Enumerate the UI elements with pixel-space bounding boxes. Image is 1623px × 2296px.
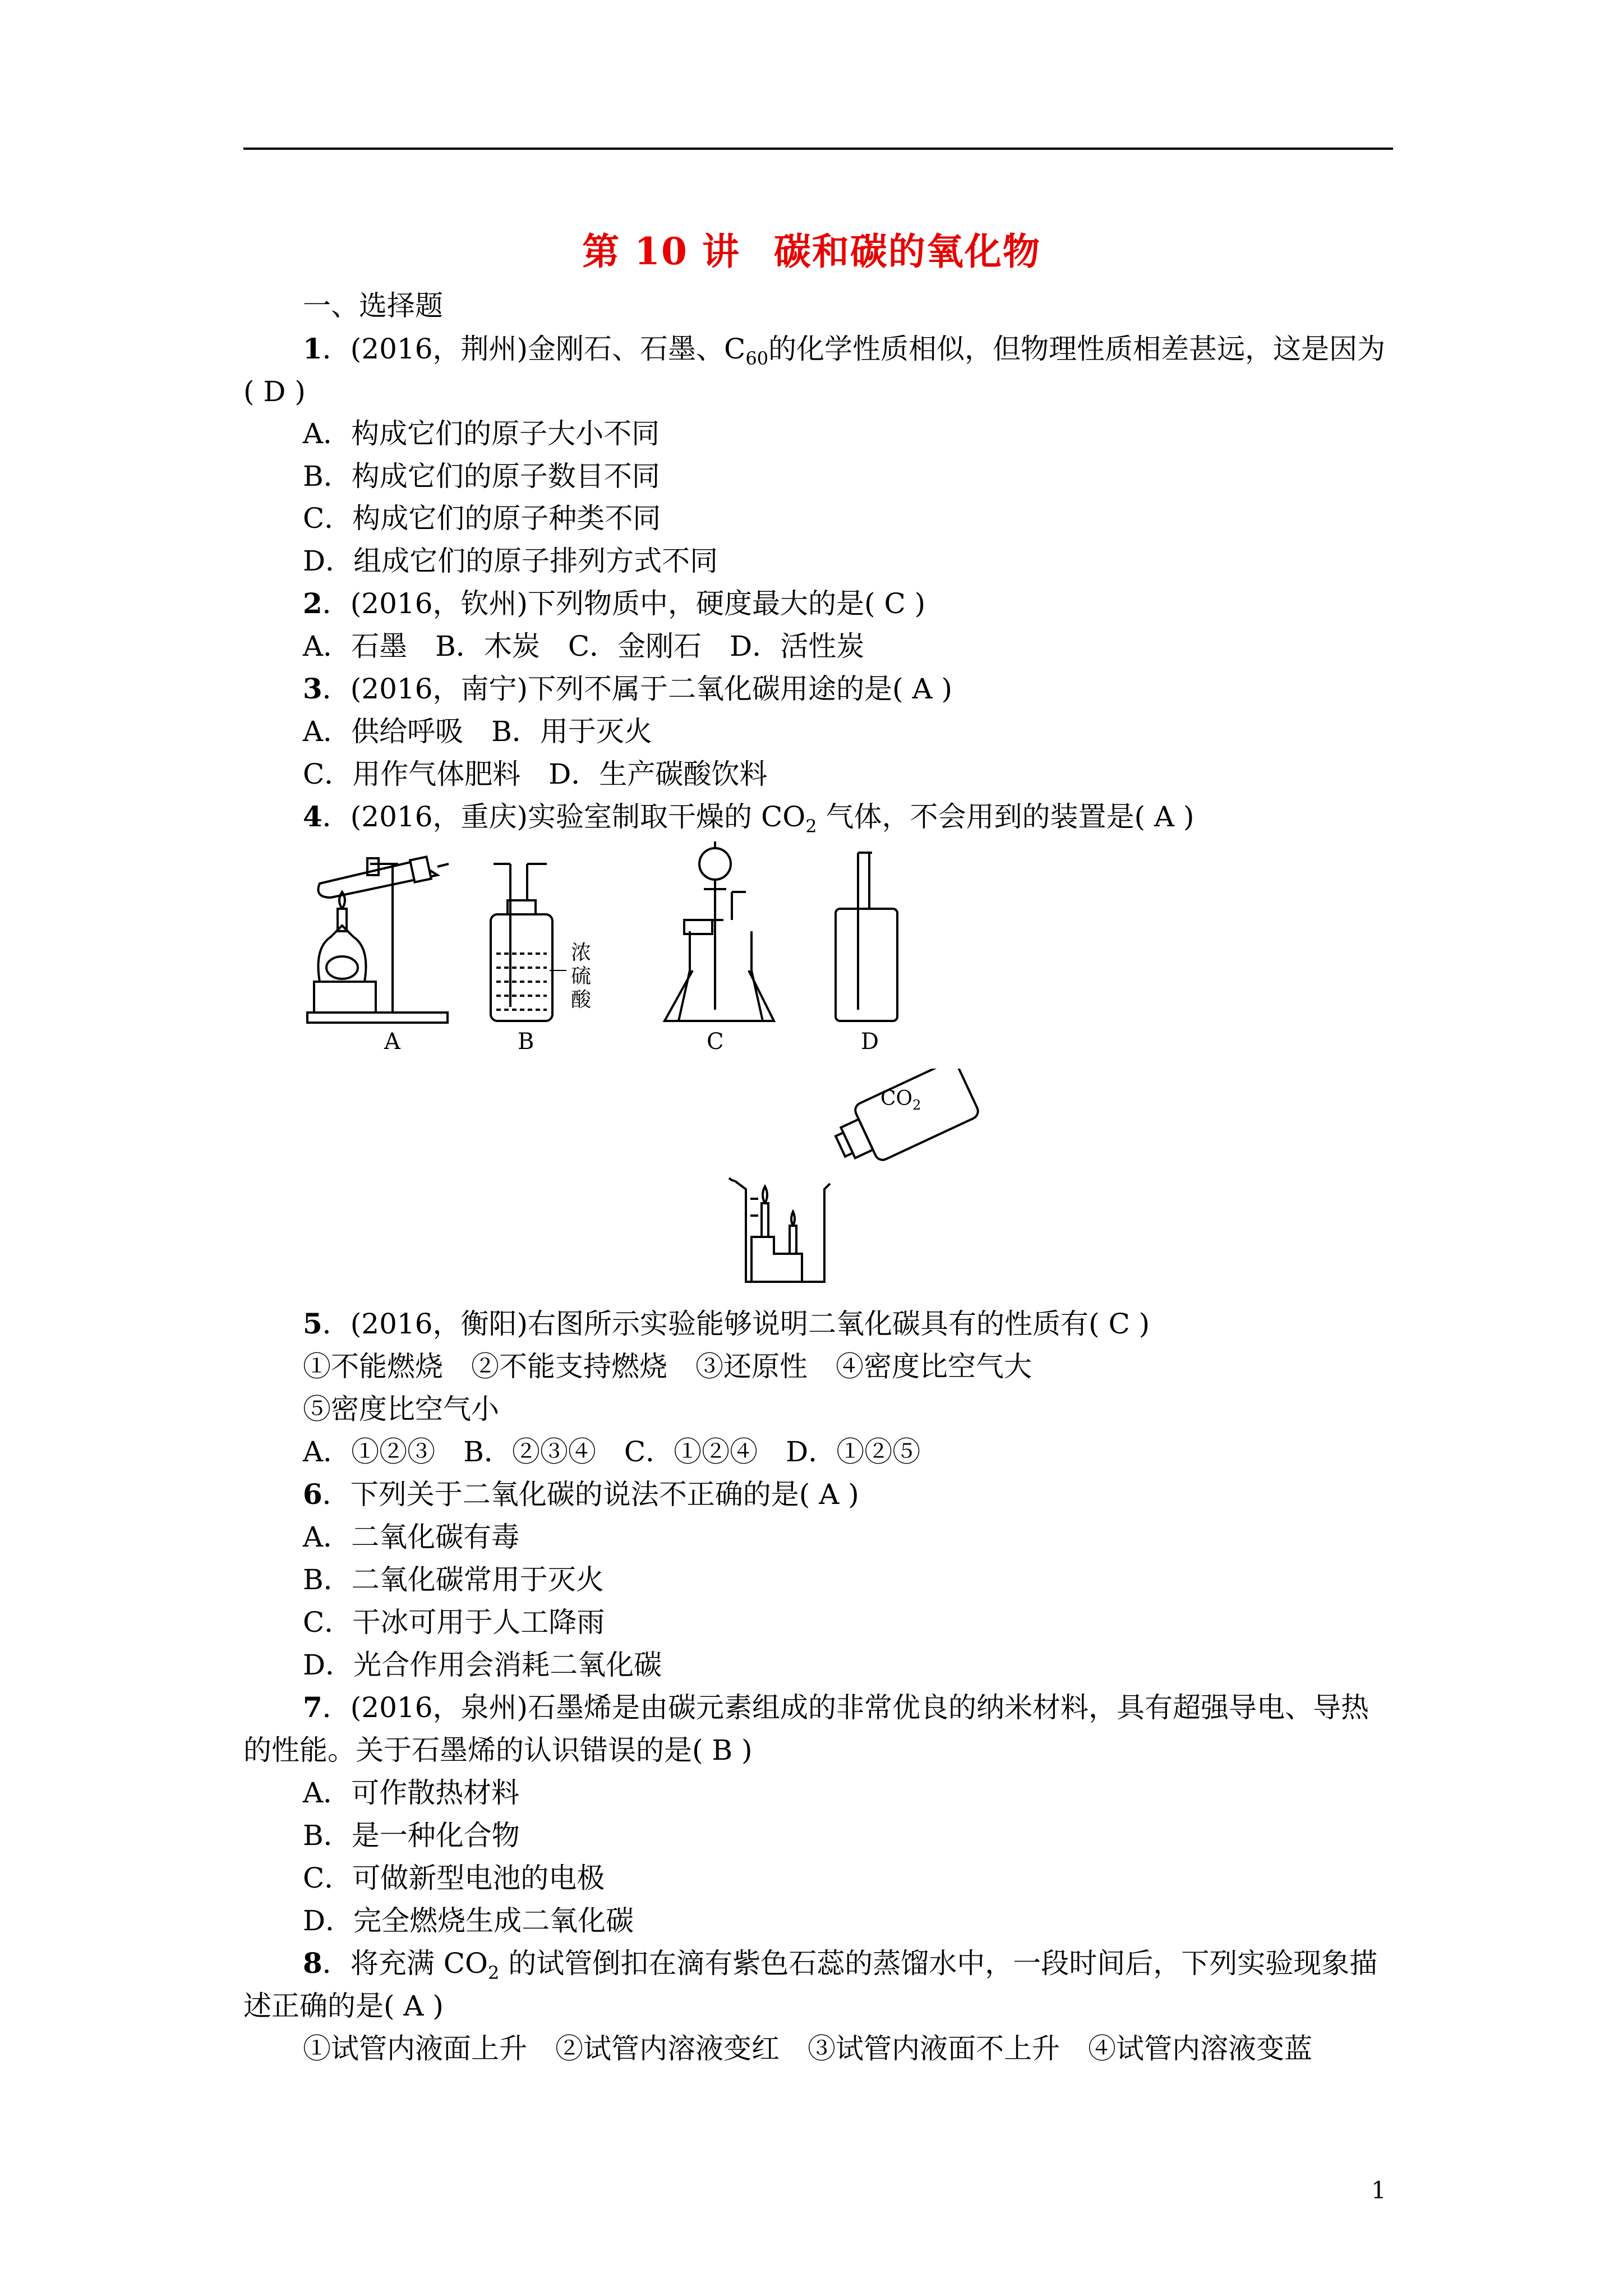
section-heading: 一、选择题 — [303, 289, 443, 322]
acid-label: 浓 — [571, 941, 592, 964]
apparatus-a — [307, 857, 449, 1023]
page-title: 第 10 讲 碳和碳的氧化物 — [582, 229, 1041, 273]
acid-label: 酸 — [571, 988, 592, 1011]
co2-bottle-label: $CO_2$ — [880, 1087, 921, 1113]
q3-options: C．用作气体肥料 D．生产碳酸饮料 — [303, 758, 768, 790]
q5-props: ①不能燃烧 ②不能支持燃烧 ③还原性 ④密度比空气大 — [303, 1350, 1032, 1383]
question-1-answer: ( D ) — [243, 375, 306, 408]
q6-option: A．二氧化碳有毒 — [303, 1521, 520, 1553]
apparatus-c — [665, 841, 774, 1021]
q1-option: B．构成它们的原子数目不同 — [303, 460, 660, 493]
apparatus-d — [836, 853, 897, 1021]
q6-option: C．干冰可用于人工降雨 — [303, 1606, 605, 1639]
q5-props: ⑤密度比空气小 — [303, 1393, 499, 1425]
apparatus-label-b: B — [518, 1029, 534, 1055]
q1-option: C．构成它们的原子种类不同 — [303, 502, 661, 535]
apparatus-label-d: D — [861, 1029, 879, 1055]
question-6: 6．下列关于二氧化碳的说法不正确的是( A ) — [303, 1478, 859, 1511]
apparatus-b — [491, 864, 566, 1021]
q7-option: D．完全燃烧生成二氧化碳 — [303, 1904, 634, 1937]
question-4: 4．(2016，重庆)实验室制取干燥的 $CO_2$ 气体，不会用到的装置是( A ) — [303, 800, 1195, 837]
apparatus-label-a: A — [384, 1029, 400, 1055]
q2-options: A．石墨 B．木炭 C．金刚石 D．活性炭 — [303, 630, 865, 662]
co2-experiment-figure — [718, 1069, 981, 1299]
q7-option: A．可作散热材料 — [303, 1777, 520, 1809]
q3-options: A．供给呼吸 B．用于灭火 — [303, 715, 652, 748]
question-7: 7．(2016，泉州)石墨烯是由碳元素组成的非常优良的纳米材料，具有超强导电、导热 — [303, 1691, 1370, 1724]
q7-option: C．可做新型电池的电极 — [303, 1862, 605, 1894]
q6-option: B．二氧化碳常用于灭火 — [303, 1563, 604, 1596]
question-3: 3．(2016，南宁)下列不属于二氧化碳用途的是( A ) — [303, 672, 952, 705]
question-1: 1．(2016，荆州)金刚石、石墨、$C_{60}$的化学性质相似，但物理性质相差甚远，这是因为 — [303, 332, 1386, 369]
apparatus-figure — [297, 841, 942, 1066]
q7-option: B．是一种化合物 — [303, 1819, 520, 1852]
page-number: 1 — [1371, 2177, 1386, 2204]
apparatus-label-c: C — [707, 1029, 724, 1055]
q5-options: A．①②③ B．②③④ C．①②④ D．①②⑤ — [303, 1435, 921, 1468]
q8-props: ①试管内液面上升 ②试管内溶液变红 ③试管内液面不上升 ④试管内溶液变蓝 — [303, 2032, 1312, 2065]
header-rule — [243, 148, 1393, 150]
acid-label: 硫 — [571, 965, 592, 988]
q6-option: D．光合作用会消耗二氧化碳 — [303, 1649, 662, 1681]
question-2: 2．(2016，钦州)下列物质中，硬度最大的是( C ) — [303, 587, 926, 620]
question-7-cont: 的性能。关于石墨烯的认识错误的是( B ) — [243, 1734, 753, 1766]
question-8: 8．将充满 $CO_2$ 的试管倒扣在滴有紫色石蕊的蒸馏水中，一段时间后，下列实验现象描 — [303, 1947, 1378, 1984]
question-8-cont: 述正确的是( A ) — [243, 1990, 444, 2022]
question-5: 5．(2016，衡阳)右图所示实验能够说明二氧化碳具有的性质有( C ) — [303, 1307, 1150, 1340]
q1-option: A．构成它们的原子大小不同 — [303, 417, 660, 450]
q1-option: D．组成它们的原子排列方式不同 — [303, 545, 718, 577]
